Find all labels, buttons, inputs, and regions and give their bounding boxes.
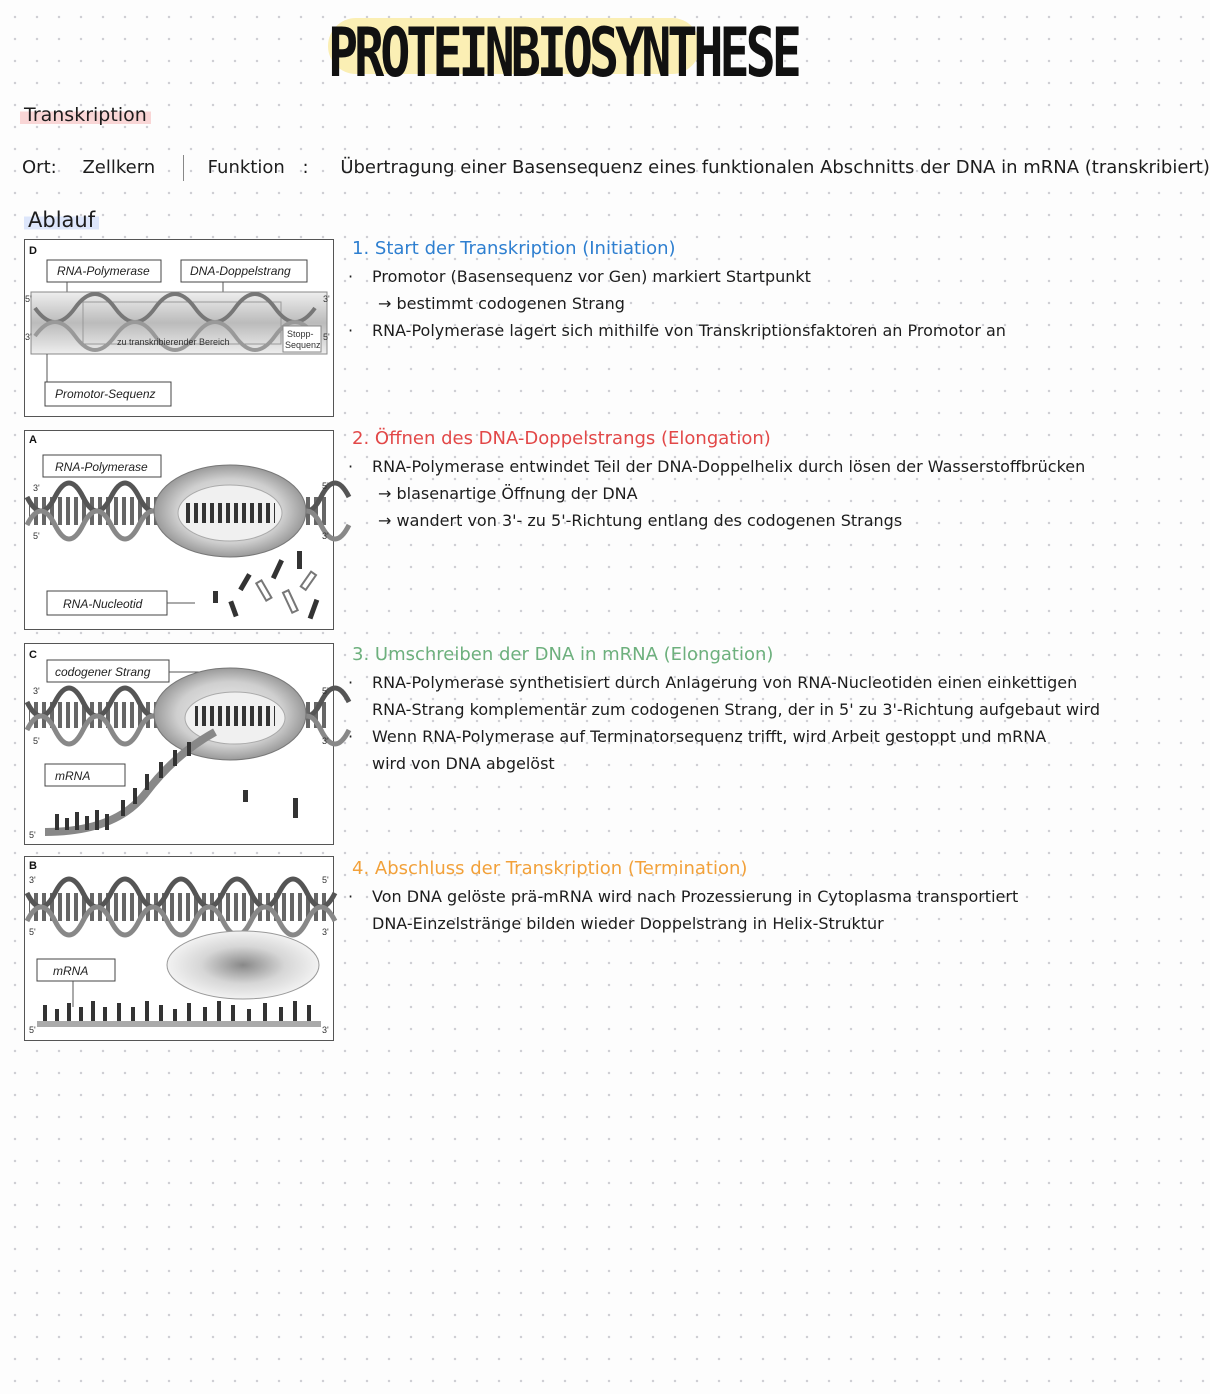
end-label: 3' bbox=[322, 927, 329, 937]
title-block bbox=[328, 8, 798, 93]
step-2-title: 2. Öffnen des DNA-Doppelstrangs (Elongation) bbox=[352, 428, 771, 449]
step-4-line-text: DNA-Einzelstränge bilden wieder Doppelstrang in Helix-Struktur bbox=[372, 914, 884, 933]
label-rna-nucleotid: RNA-Nucleotid bbox=[63, 597, 143, 611]
bullet: · bbox=[348, 887, 354, 906]
step-3-line bbox=[348, 723, 1064, 750]
ablauf-heading bbox=[24, 208, 99, 232]
rna-polymerase-shape bbox=[167, 931, 319, 999]
step-2-line bbox=[348, 453, 1086, 480]
step-2-line-text: → blasenartige Öffnung der DNA bbox=[378, 484, 638, 503]
label-rna-polymerase: RNA-Polymerase bbox=[55, 460, 148, 474]
end-label: 3' bbox=[33, 483, 40, 493]
section-heading bbox=[20, 104, 151, 126]
end-label: 5' bbox=[322, 875, 329, 885]
label-mrna: mRNA bbox=[53, 964, 89, 978]
step-1-line bbox=[348, 263, 1064, 290]
figure-c-letter: C bbox=[29, 649, 37, 661]
end-label: 3' bbox=[322, 1025, 329, 1035]
end-label: 3' bbox=[322, 531, 329, 541]
step-4 bbox=[348, 858, 1064, 937]
bullet: · bbox=[348, 673, 354, 692]
end-label: 3' bbox=[25, 332, 32, 342]
end-label: 3' bbox=[322, 736, 329, 746]
mrna-bases bbox=[43, 1001, 311, 1021]
label-mrna: mRNA bbox=[55, 769, 91, 783]
end-label: 5' bbox=[25, 294, 32, 304]
label-bereich: zu transkribierender Bereich bbox=[117, 337, 230, 347]
free-nucleotides bbox=[213, 551, 319, 619]
end-label: 5' bbox=[322, 686, 329, 696]
page-title: PROTEINBIOSYNTHESE bbox=[328, 14, 798, 93]
end-label: 3' bbox=[29, 875, 36, 885]
figure-b bbox=[24, 856, 334, 1041]
step-3 bbox=[348, 644, 1101, 777]
ablauf-heading-text: Ablauf bbox=[24, 208, 99, 232]
figure-b-drawing bbox=[25, 857, 333, 1040]
ort-label: Ort: bbox=[22, 157, 57, 178]
label-codogener-strang: codogener Strang bbox=[55, 665, 151, 679]
end-label: 5' bbox=[33, 736, 40, 746]
section-heading-text: Transkription bbox=[20, 104, 151, 126]
end-label: 3' bbox=[323, 294, 330, 304]
funktion-colon: : bbox=[302, 157, 309, 178]
end-label: 5' bbox=[29, 1025, 36, 1035]
figure-b-letter: B bbox=[29, 860, 37, 872]
label-stopp: Stopp- bbox=[287, 329, 314, 339]
funktion-value: Übertragung einer Basensequenz eines funktionalen Abschnitts der DNA in mRNA (transkribiert) bbox=[340, 157, 1210, 178]
step-4-title: 4. Abschluss der Transkription (Termination) bbox=[352, 858, 748, 879]
step-1-title: 1. Start der Transkription (Initiation) bbox=[352, 238, 676, 259]
step-4-line bbox=[348, 883, 1064, 910]
step-1-line bbox=[348, 317, 1064, 344]
step-3-line bbox=[348, 669, 1078, 696]
bullet: · bbox=[348, 457, 354, 476]
label-rna-polymerase: RNA-Polymerase bbox=[57, 264, 150, 278]
divider bbox=[183, 155, 184, 181]
figure-a-letter: A bbox=[29, 434, 37, 446]
step-2-line bbox=[352, 480, 1064, 507]
figure-c-drawing bbox=[25, 644, 333, 844]
step-4-line-text: Von DNA gelöste prä-mRNA wird nach Prozessierung in Cytoplasma transportiert bbox=[372, 887, 1019, 906]
end-label: 5' bbox=[323, 332, 330, 342]
label-sequenz: Sequenz bbox=[285, 340, 321, 350]
figure-d-letter: D bbox=[29, 245, 37, 257]
step-3-line-text: Wenn RNA-Polymerase auf Terminatorsequenz trifft, wird Arbeit gestoppt und mRNA bbox=[372, 727, 1047, 746]
label-promotor: Promotor-Sequenz bbox=[55, 387, 156, 401]
end-label: 3' bbox=[33, 686, 40, 696]
step-3-line-text: RNA-Strang komplementär zum codogenen Strang, der in 5' zu 3'-Richtung aufgebaut wird bbox=[372, 700, 1101, 719]
label-dna-doppelstrang: DNA-Doppelstrang bbox=[190, 264, 291, 278]
end-label: 5' bbox=[33, 531, 40, 541]
mrna-strand bbox=[37, 1021, 321, 1027]
end-label: 5' bbox=[322, 481, 329, 491]
figure-a-drawing bbox=[25, 431, 333, 629]
info-row bbox=[22, 155, 1210, 181]
step-1 bbox=[348, 238, 1064, 344]
step-2-line-text: RNA-Polymerase entwindet Teil der DNA-Doppelhelix durch lösen der Wasserstoffbrücken bbox=[372, 457, 1086, 476]
end-label: 5' bbox=[29, 830, 36, 840]
end-label: 5' bbox=[29, 927, 36, 937]
step-2 bbox=[348, 428, 1086, 534]
step-3-line bbox=[352, 696, 1101, 723]
figure-d-drawing bbox=[25, 240, 333, 416]
step-3-line-text: RNA-Polymerase synthetisiert durch Anlagerung von RNA-Nucleotiden einen einkettigen bbox=[372, 673, 1078, 692]
figure-a bbox=[24, 430, 334, 630]
funktion-label: Funktion bbox=[207, 157, 285, 178]
step-3-line-text: wird von DNA abgelöst bbox=[372, 754, 555, 773]
step-1-line-text: RNA-Polymerase lagert sich mithilfe von Transkriptionsfaktoren an Promotor an bbox=[372, 321, 1006, 340]
bullet: · bbox=[348, 727, 354, 746]
step-3-title: 3. Umschreiben der DNA in mRNA (Elongation) bbox=[352, 644, 774, 665]
step-1-line-text: → bestimmt codogenen Strang bbox=[378, 294, 625, 313]
step-2-line bbox=[352, 507, 1064, 534]
ort-value: Zellkern bbox=[82, 157, 156, 178]
figure-d bbox=[24, 239, 334, 417]
step-1-line bbox=[352, 290, 1064, 317]
step-1-line-text: Promotor (Basensequenz vor Gen) markiert Startpunkt bbox=[372, 267, 811, 286]
step-4-line bbox=[352, 910, 1064, 937]
step-2-line-text: → wandert von 3'- zu 5'-Richtung entlang des codogenen Strangs bbox=[378, 511, 903, 530]
bullet: · bbox=[348, 321, 354, 340]
bullet: · bbox=[348, 267, 354, 286]
figure-c bbox=[24, 643, 334, 845]
step-3-line bbox=[352, 750, 1064, 777]
